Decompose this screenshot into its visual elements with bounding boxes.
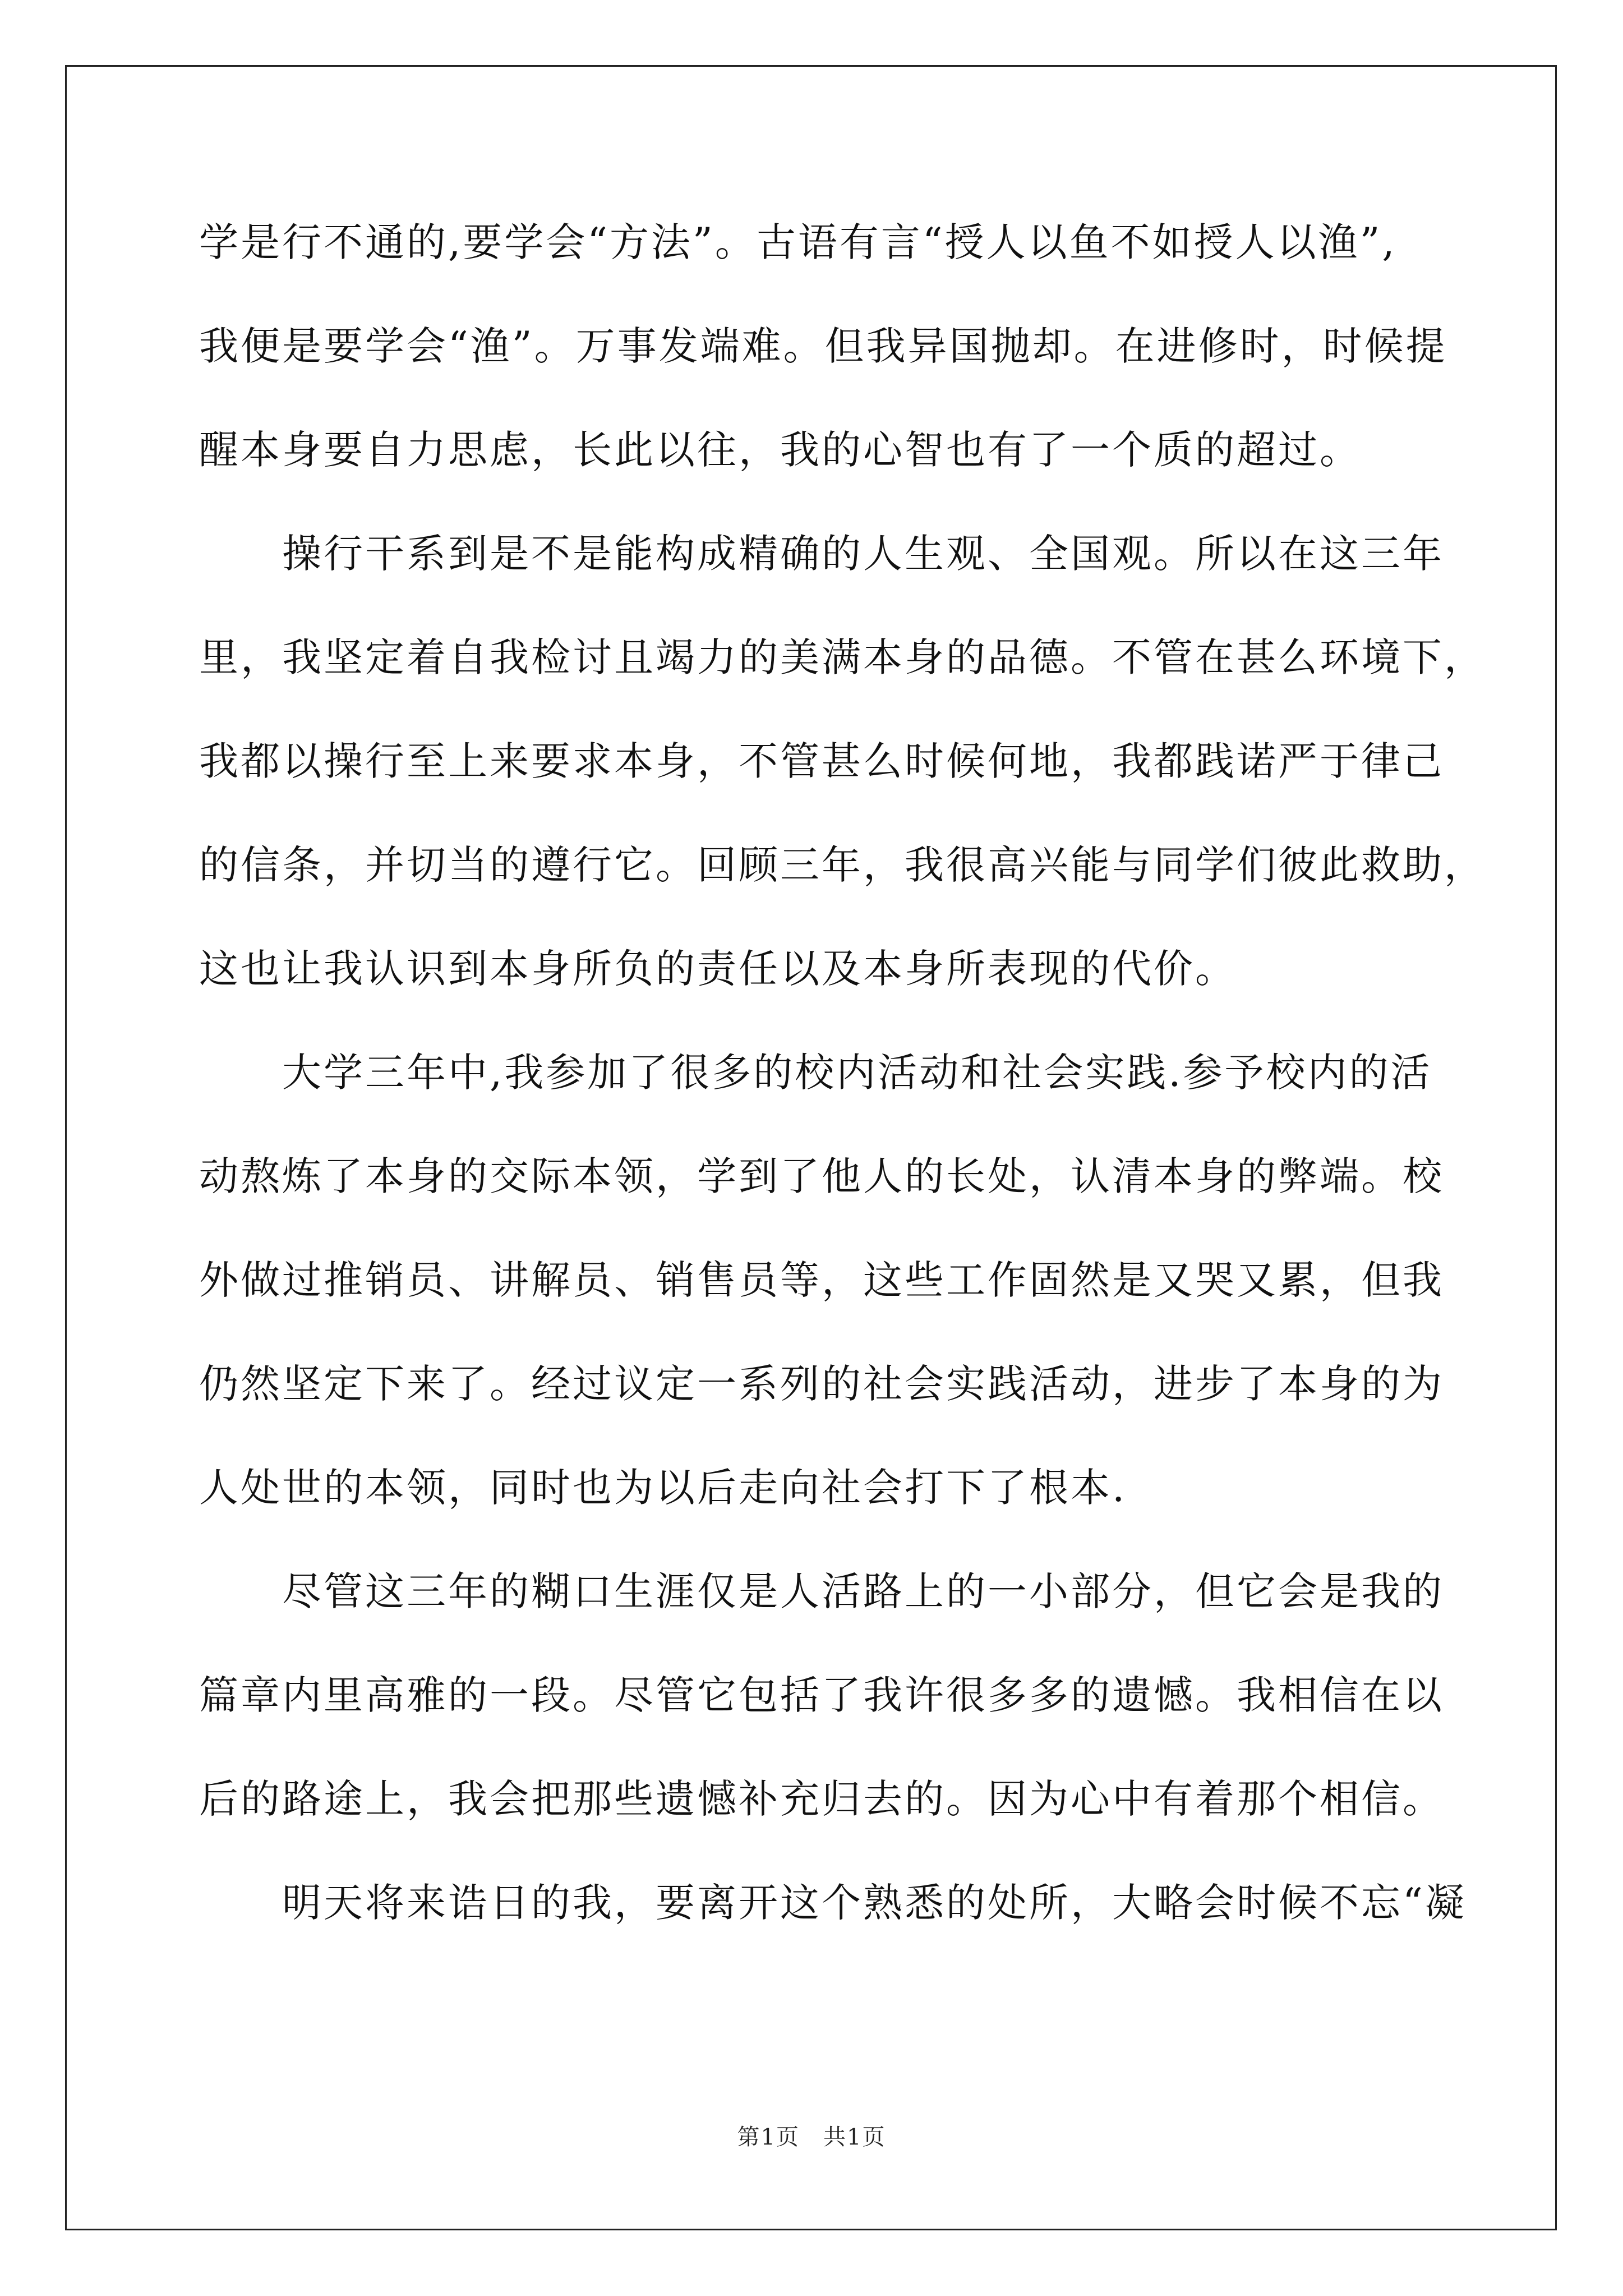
text-line: 后的路途上，我会把那些遗憾补充归去的。因为心中有着那个相信。	[199, 1776, 1444, 1822]
document-body	[199, 191, 1486, 1955]
text-line: 我便是要学会“渔”。万事发端难。但我异国抛却。在进修时，时候提	[199, 323, 1447, 369]
text-line: 的信条，并切当的遵行它。回顾三年，我很高兴能与同学们彼此救助，	[199, 842, 1486, 888]
text-line: 醒本身要自力思虑，长此以往，我的心智也有了一个质的超过。	[199, 427, 1361, 473]
page-footer: 第1页 共1页	[737, 2124, 886, 2150]
text-line: 学是行不通的,要学会“方法”。古语有言“授人以鱼不如授人以渔”,	[199, 219, 1397, 265]
text-line: 人处世的本领，同时也为以后走向社会打下了根本.	[199, 1465, 1127, 1511]
text-line: 动熬炼了本身的交际本领，学到了他人的长处，认清本身的弊端。校	[199, 1153, 1444, 1199]
paragraph-start-line: 操行干系到是不是能构成精确的人生观、全国观。所以在这三年	[282, 531, 1444, 577]
text-line: 这也让我认识到本身所负的责任以及本身所表现的代价。	[199, 946, 1237, 992]
text-line: 外做过推销员、讲解员、销售员等，这些工作固然是又哭又累，但我	[199, 1257, 1444, 1303]
paragraph-start-line: 尽管这三年的糊口生涯仅是人活路上的一小部分，但它会是我的	[282, 1568, 1444, 1614]
paragraph-start-line: 大学三年中,我参加了很多的校内活动和社会实践.参予校内的活	[282, 1050, 1432, 1096]
text-line: 仍然坚定下来了。经过议定一系列的社会实践活动，进步了本身的为	[199, 1361, 1444, 1407]
paragraph-start-line: 明天将来诰日的我，要离开这个熟悉的处所，大略会时候不忘“凝	[282, 1880, 1467, 1926]
text-line: 篇章内里高雅的一段。尽管它包括了我许很多多的遗憾。我相信在以	[199, 1672, 1444, 1718]
text-line: 我都以操行至上来要求本身，不管甚么时候何地，我都践诺严于律己	[199, 738, 1444, 784]
text-line: 里，我坚定着自我检讨且竭力的美满本身的品德。不管在甚么环境下，	[199, 634, 1486, 680]
